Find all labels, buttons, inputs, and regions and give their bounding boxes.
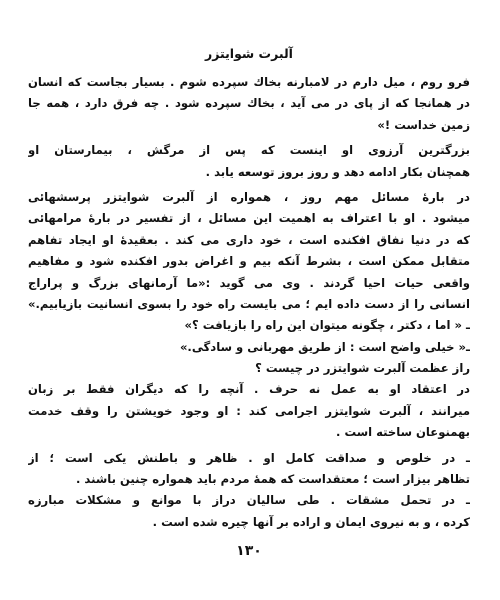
text-line: همچنان بکار ادامه دهد و روز بروز توسعه یابد .: [205, 164, 470, 179]
text-line: انسانی را از دست داده ایم ؛ می بایست راه خود را بسوی انسانیت بازیابیم.»: [28, 296, 470, 311]
text-line: ـ در خلوص و صداقت کامل او . ظاهر و باطنش یکی است ؛ از: [28, 450, 470, 465]
text-line: بهمنوعان ساخته است .: [336, 425, 470, 440]
text-line: کرده ، و به نیروی ایمان و اراده بر آنها چیره شده است .: [152, 514, 470, 529]
text-line: ـ در تحمل مشقات . طی سالیان دراز با موانع و مشکلات مبارزه: [28, 493, 470, 508]
text-line: میرانند ، آلبرت شوایتزر اجرامی کند : او وجود خویشتن را وقف خدمت: [28, 403, 470, 418]
running-title: آلبرت شوایتزر: [205, 46, 293, 61]
text-line: ـ« خیلی واضح است : از طریق مهربانی و سادگی.»: [179, 339, 470, 354]
text-line: ـ « اما ، دکتر ، چگونه میتوان این راه را بازیافت ؟»: [184, 318, 470, 333]
text-line: واقعی حیات احیا گردند . وی می گوید :«ما آرمانهای بزرگ و پراراج: [28, 275, 470, 290]
page-number: ١٣٠: [236, 543, 262, 559]
text-line: متقابل ممکن است ، بشرط آنکه بیم و اغراض بدور افکنده شود و مفاهیم: [28, 254, 470, 269]
text-line: که در دنیا نفاق افکنده است ، خود داری می کند . بعقیدهٔ او ایجاد تفاهم: [28, 232, 470, 247]
text-line: فرو روم ، میل دارم در لامبارنه بخاك سپرده شوم . بسیار بجاست که انسان: [28, 75, 470, 89]
text-line: تظاهر بیزار است ؛ معتقداست که همهٔ مردم باید همواره چنین باشند .: [75, 472, 470, 487]
text-line: میشود . او با اعتراف به اهمیت این مسائل ، از تفسیر در بارهٔ مرامهائی: [28, 211, 470, 226]
text-line: در بارهٔ مسائل مهم روز ، همواره از آلبرت شوایتزر پرسشهائی: [28, 189, 470, 204]
text-line: در اعتقاد او به عمل نه حرف . آنچه را که دیگران فقط بر زبان: [28, 382, 470, 397]
text-line: راز عظمت آلبرت شوایتزر در چیست ؟: [255, 361, 470, 376]
text-line: زمین خداست !»: [377, 117, 470, 132]
text-line: در همانجا که از پای در می آید ، بخاك سپرده شود . چه فرق دارد ، همه جا: [28, 96, 470, 111]
body-text: [28, 72, 470, 533]
text-line: بزرگترین آرزوی او اینست که پس از مرگش ، بیمارستان او: [28, 143, 470, 158]
book-page: [28, 0, 470, 600]
